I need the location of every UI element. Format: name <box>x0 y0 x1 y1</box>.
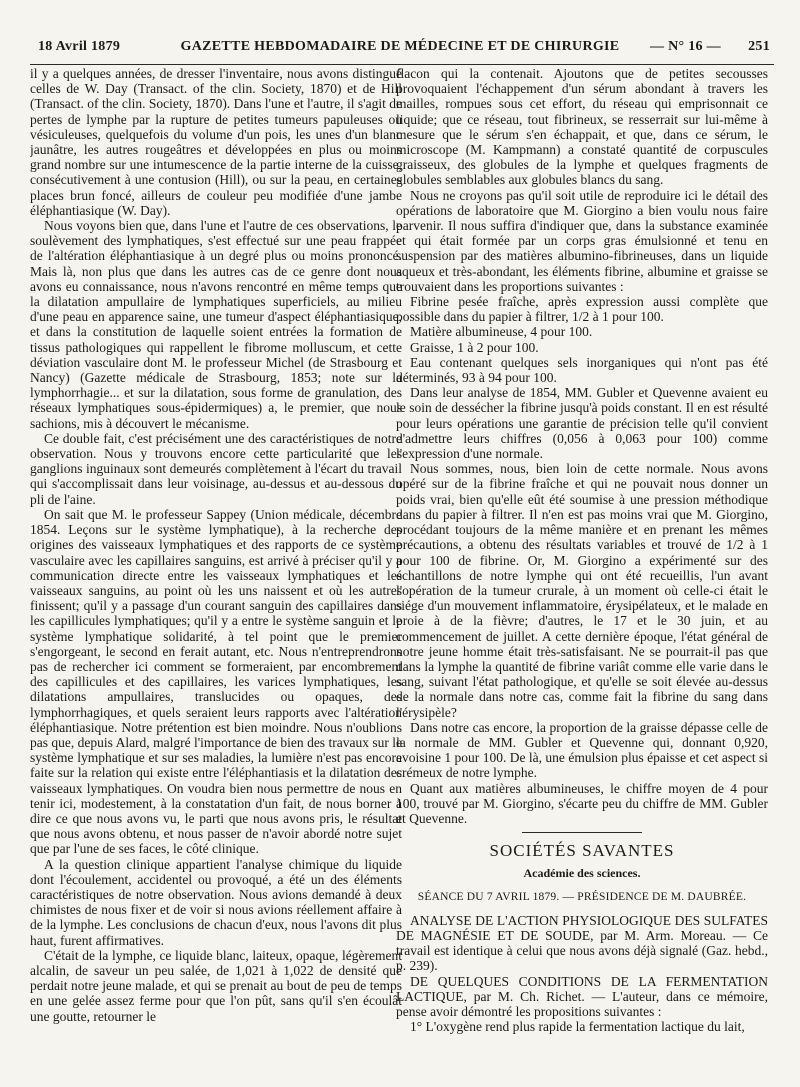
paragraph: Fibrine pesée fraîche, après expression aussi complète que possible dans du papier à filtrer, 1/2 à 1 pour 100. <box>396 294 768 325</box>
paragraph: Graisse, 1 à 2 pour 100. <box>410 339 539 355</box>
paragraph: On sait que M. le professeur Sappey (Union médicale, décembre 1854. Leçons sur le système lymphatique), à la recherche des origines des vaisseaux lymphatiques et des rapports de ce système vasculaire avec les capillaires sanguins, est arrivé à préciser qu'il y a communication directe entre les vaisseaux lymphatiques et les vaisseaux sanguins, au point où les uns naissent et où les autres finissent; qu'il y a passage d'un courant sanguin des capillaires dans les capillicules lymphatiques; qu'il y a entre le système sanguin et le système lymphatique solidarité, à tel point que le premier s'engorgeant, le second en ferait autant, etc. Nous n'entreprendrons pas de rechercher ici comment se formeraient, par encombrement des capillicules et des capillaires, les varices lymphatiques, les dilatations ampullaires, translucides ou opaques, des lymphorrhagiques, et quels seraient leurs rapports avec l'altération éléphantiasique. Notre prétention est bien moindre. Nous n'oublions pas que, depuis Alard, malgré l'importance de bien des travaux sur le système lymphatique et sur ses maladies, la lumière n'est pas encore faite sur la relation qui existe entre l'éléphantiasis et la dilatation des vaisseaux lymphatiques. On voudra bien nous permettre de nous en tenir ici, modestement, à la constatation d'un fait, de nous borner à dire ce que nous avons vu, le parti que nous avons pris, le résultat que nous avons obtenu, et nous passer de n'avoir abordé notre sujet que par l'une de ses faces, le côté clinique. <box>30 506 402 857</box>
journal-title: GAZETTE HEBDOMADAIRE DE MÉDECINE ET DE CHIRURGIE <box>180 39 620 54</box>
paragraph: flacon qui la contenait. Ajoutons que de petites secousses provoquaient l'échappement d'un sérum abondant à travers les mailles, rompues sous cet effort, du réseau qui emprisonnait ce liquide; que ce réseau, tout fibrineux, se resserrait sur lui-même à mesure que le sérum s'en échappait, et que, dans ce sérum, le microscope (M. Kampmann) a constaté quantité de corpuscules graisseux, des globules de la lymphe et quelques fragments de globules semblables aux globules blancs du sang. <box>396 66 768 188</box>
paragraph: Matière albumineuse, 4 pour 100. <box>410 324 593 340</box>
section-title: SOCIÉTÉS SAVANTES <box>489 841 675 861</box>
header-rule <box>30 64 774 65</box>
section-subtitle: Académie des sciences. <box>523 866 641 881</box>
issue-number: — N° 16 — <box>650 39 721 54</box>
section-divider <box>522 832 642 833</box>
paragraph: Dans notre cas encore, la proportion de la graisse dépasse celle de la normale de MM. Gubler et Quevenne qui, donnant 0,920, avoisine 1 pour 100. De là, une émulsion plus épaisse et cet aspect si crémeux de notre lymphe. <box>396 719 768 781</box>
paragraph: Nous ne croyons pas qu'il soit utile de reproduire ici le détail des opérations de laboratoire que M. Giorgino a bien voulu nous faire parvenir. Il nous suffira d'indiquer que, dans la substance examinée et qui était formée par un corps gras émulsionné et tenu en suspension par des matières albumino-fibrineuses, dans un liquide aqueux et très-abondant, les éléments fibrine, albumine et graisse se trouvaient dans les proportions suivantes : <box>396 187 768 294</box>
paragraph: Nous voyons bien que, dans l'une et l'autre de ces observations, le soulèvement des lymphatiques, s'est effectué sur une peau frappée de l'altération éléphantiasique à un degré plus ou moins prononcé. Mais là, non plus que dans les autres cas de ce genre dont nous avons eu connaissance, nous n'avons rencontré en même temps que la dilatation ampullaire de lymphatiques superficiels, au milieu d'une peau en apparence saine, une tumeur d'aspect éléphantiasique, et dans la constitution de laquelle soient entrées la formation de tissus pathologiques qui rappellent le fibrome molluscum, et cette déviation vasculaire dont M. le professeur Michel (de Strasbourg et Nancy) (Gazette médicale de Strasbourg, 1853; note sur la lymphorrhagie... et sur la dilatation, sous forme de granulation, des réseaux lymphatiques sous-épidermiques) a, le premier, que nous sachions, mis à découvert le mécanisme. <box>30 218 402 431</box>
paragraph: Ce double fait, c'est précisément une des caractéristiques de notre observation. Nous y trouvons encore cette particularité que les ganglions inguinaux sont demeurés complètement à l'écart du travail qui s'accomplissait dans leur voisinage, au-dessus et au-dessous du pli de l'aine. <box>30 430 402 507</box>
paragraph: Dans leur analyse de 1854, MM. Gubler et Quevenne avaient eu le soin de dessécher la fibrine jusqu'à poids constant. Il en est résulté pour leurs opérations une garantie de précision telle qu'il convient d'admettre leurs chiffres (0,056 à 0,063 pour 100) comme l'expression d'une normale. <box>396 385 768 462</box>
running-header <box>30 39 770 59</box>
paragraph: il y a quelques années, de dresser l'inventaire, nous avons distingué celles de W. Day (Transact. of the clin. Society, 1870) et de Hill (Transact. of the clin. Society, 1870). Dans l'une et l'autre, il s'agit de pertes de lymphe par la rupture de petites tumeurs papuleuses ou vésiculeuses, quelquefois du volume d'un pois, les unes d'un blanc jaunâtre, les autres rougeâtres et développées en plus ou moins grand nombre sur une intumescence de la partie interne de la cuisse, consécutivement à une contusion (Hill), ou sur la peau, en certaines places brun foncé, ailleurs de couleur peu modifiée d'une jambe éléphantiasique (W. Day). <box>30 66 402 218</box>
paragraph: C'était de la lymphe, ce liquide blanc, laiteux, opaque, légèrement alcalin, de saveur un peu salée, de 1,021 à 1,022 de densité que perdait notre jeune malade, et qui se prenait au bout de peu de temps en une gelée assez ferme pour que l'on pût, sans qu'il s'en écoulât une goutte, retourner le <box>30 947 402 1024</box>
left-column <box>30 66 402 1076</box>
paragraph: ANALYSE DE L'ACTION PHYSIOLOGIQUE DES SULFATES DE MAGNÉSIE ET DE SOUDE, par M. Arm. Moreau. — Ce travail est identique à celui que nous avons déjà signalé (Gaz. hebd., p. 239). <box>396 912 768 974</box>
paragraph: DE QUELQUES CONDITIONS DE LA FERMENTATION LACTIQUE, par M. Ch. Richet. — L'auteur, dans ce mémoire, pense avoir démontré les propositions suivantes : <box>396 973 768 1019</box>
page-number: 251 <box>748 39 770 54</box>
session-line: SÉANCE DU 7 AVRIL 1879. — PRÉSIDENCE DE M. DAUBRÉE. <box>417 890 747 903</box>
paragraph: Nous sommes, nous, bien loin de cette normale. Nous avons opéré sur de la fibrine fraîche et qui ne pouvait nous donner un poids vrai, bien qu'elle eût été soumise à une pression méthodique dans du papier à filtrer. Il n'en est pas moins vrai que M. Giorgino, procédant toujours de la même manière et en prenant les mêmes précautions, a obtenu des résultats variables et trouvé de 1/2 à 1 pour 100 de fibrine. Or, M. Giorgino a expérimenté sur des échantillons de notre lymphe qui ont été recueillis, l'un avant l'opération de la tumeur crurale, à un moment où celle-ci était le siége d'un mouvement inflammatoire, érysipélateux, et le malade en proie à de la fièvre; d'autres, le 17 et le 30 juin, et au commencement de juillet. A cette dernière époque, l'état général de notre jeune homme était très-satisfaisant. Ne se pourrait-il pas que dans la lymphe la quantité de fibrine variât comme elle varie dans le sang, suivant l'état pathologique, et qu'elle se soit élevée au-dessus de la normale dans notre cas, comme fait la fibrine du sang dans l'érysipèle? <box>396 461 768 720</box>
paragraph: Eau contenant quelques sels inorganiques qui n'ont pas été déterminés, 93 à 94 pour 100. <box>396 354 768 386</box>
paragraph: A la question clinique appartient l'analyse chimique du liquide dont l'écoulement, accidentel ou provoqué, a été un des éléments caractéristiques de notre observation. Nous avions demandé à deux chimistes de nous fixer et de voir si nous avions réellement affaire à de la lymphe. Les conclusions de chacun d'eux, nous l'avons dit plus haut, furent affirmatives. <box>30 856 402 948</box>
paragraph: 1° L'oxygène rend plus rapide la fermentation lactique du lait, <box>410 1019 745 1035</box>
paragraph: Quant aux matières albumineuses, le chiffre moyen de 4 pour 100, trouvé par M. Giorgino, s'écarte peu du chiffre de MM. Gubler et Quevenne. <box>396 780 768 826</box>
right-column <box>396 66 768 1076</box>
issue-date: 18 Avril 1879 <box>38 39 121 54</box>
